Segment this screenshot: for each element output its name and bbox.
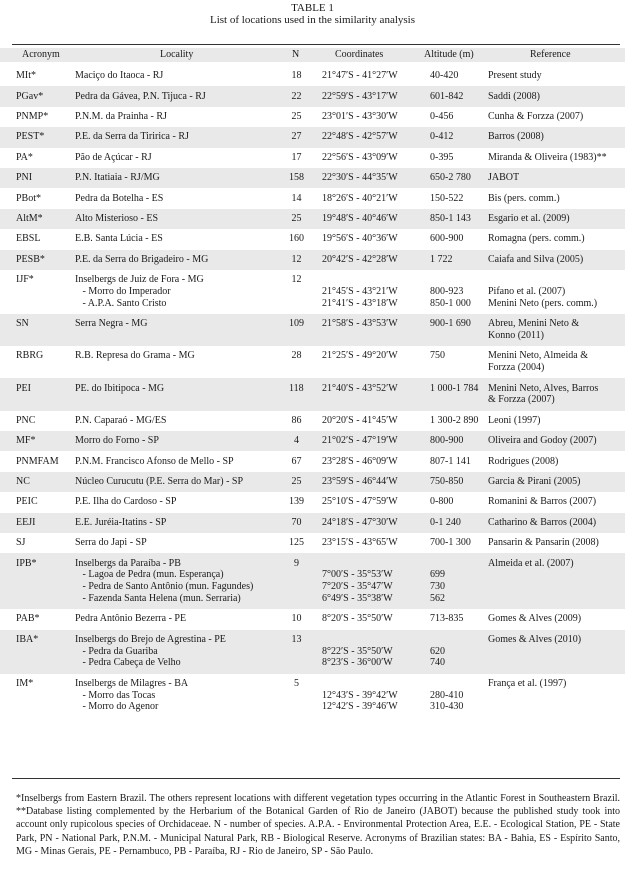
cell-acronym: PNMFAM (16, 455, 59, 467)
cell-altitude: 150-522 (430, 192, 464, 204)
cell-acronym: PNMP* (16, 111, 49, 123)
cell-locality: - A.P.A. Santo Cristo (75, 297, 167, 309)
cell-reference: Forzza (2004) (488, 362, 545, 374)
cell-locality: P.N.M. da Prainha - RJ (75, 111, 167, 123)
cell-n: 125 (289, 537, 304, 549)
cell-acronym: SN (16, 318, 29, 330)
table-row (0, 411, 625, 431)
cell-n: 118 (289, 382, 304, 394)
table-caption: List of locations used in the similarity analysis (210, 14, 415, 26)
table-row (0, 127, 625, 147)
cell-reference: Almeida et al. (2007) (488, 557, 574, 569)
cell-coordinates: 20°42′S - 42°28′W (322, 253, 398, 265)
cell-n: 5 (294, 677, 299, 689)
cell-reference: JABOT (488, 172, 520, 184)
cell-locality: Alto Misterioso - ES (75, 213, 159, 225)
cell-acronym: PEST* (16, 131, 45, 143)
cell-reference: Garcia & Pirani (2005) (488, 476, 581, 488)
cell-coordinates: 20°20′S - 41°45′W (322, 414, 398, 426)
cell-locality: - Pedra da Guariba (75, 645, 158, 657)
cell-coordinates: 8°23′S - 36°00′W (322, 657, 393, 669)
cell-coordinates: 19°48′S - 40°46′W (322, 213, 398, 225)
table-row (0, 314, 625, 346)
cell-n: 109 (289, 318, 304, 330)
cell-altitude: 750-850 (430, 476, 464, 488)
cell-reference: Romagna (pers. comm.) (488, 233, 585, 245)
cell-altitude: 730 (430, 581, 445, 593)
cell-altitude: 1 300-2 890 (430, 414, 479, 426)
cell-coordinates: 8°22′S - 35°50′W (322, 645, 393, 657)
cell-altitude: 562 (430, 593, 445, 605)
cell-acronym: PAB* (16, 613, 40, 625)
cell-acronym: MIt* (16, 70, 36, 82)
cell-reference: Romanini & Barros (2007) (488, 496, 597, 508)
header-locality: Locality (160, 49, 194, 60)
cell-acronym: EEJI (16, 516, 36, 528)
cell-coordinates: 25°10′S - 47°59′W (322, 496, 398, 508)
cell-reference: Gomes & Alves (2010) (488, 633, 582, 645)
cell-n: 67 (291, 455, 302, 467)
cell-locality: - Pedra de Santo Antônio (mun. Fagundes) (75, 581, 254, 593)
cell-reference: Abreu, Menini Neto & (488, 318, 580, 330)
cell-n: 22 (291, 90, 302, 102)
cell-altitude: 900-1 690 (430, 318, 471, 330)
bottom-rule (12, 778, 620, 779)
table-row (0, 492, 625, 512)
table-row (0, 250, 625, 270)
cell-locality: P.N.M. Francisco Afonso de Mello - SP (75, 455, 234, 467)
cell-reference: Saddi (2008) (488, 90, 540, 102)
cell-n: 86 (291, 414, 302, 426)
cell-acronym: IPB* (16, 557, 37, 569)
cell-n: 4 (294, 435, 299, 447)
cell-altitude: 1 000-1 784 (430, 382, 479, 394)
cell-coordinates: 8°20′S - 35°50′W (322, 613, 393, 625)
cell-locality: - Morro do Agenor (75, 701, 159, 713)
header-acronym: Acronym (22, 49, 60, 60)
table-row (0, 86, 625, 106)
cell-locality: Maciço do Itaoca - RJ (75, 70, 164, 82)
cell-coordinates: 21°45′S - 43°21′W (322, 286, 398, 298)
cell-n: 17 (291, 151, 302, 163)
cell-locality: - Morro das Tocas (75, 689, 156, 701)
cell-acronym: EBSL (16, 233, 41, 245)
table-row (0, 148, 625, 168)
cell-coordinates: 21°02′S - 47°19′W (322, 435, 398, 447)
table-row (0, 346, 625, 378)
cell-acronym: IJF* (16, 274, 34, 286)
cell-altitude: 310-430 (430, 701, 464, 713)
cell-acronym: IM* (16, 677, 34, 689)
cell-reference: Pifano et al. (2007) (488, 286, 566, 298)
cell-locality: Serra do Japi - SP (75, 537, 147, 549)
cell-coordinates: 7°00′S - 35°53′W (322, 569, 393, 581)
cell-coordinates: 22°30′S - 44°35′W (322, 172, 398, 184)
cell-coordinates: 6°49′S - 35°38′W (322, 593, 393, 605)
cell-altitude: 600-900 (430, 233, 464, 245)
cell-locality: Serra Negra - MG (75, 318, 148, 330)
cell-acronym: SJ (16, 537, 26, 549)
cell-altitude: 40-420 (430, 70, 459, 82)
cell-coordinates: 19°56′S - 40°36′W (322, 233, 398, 245)
cell-n: 158 (289, 172, 304, 184)
cell-locality: Inselbergs do Brejo de Agrestina - PE (75, 633, 226, 645)
table-number: TABLE 1 (291, 2, 334, 14)
cell-coordinates: 23°59′S - 46°44′W (322, 476, 398, 488)
cell-locality: P.E. Ilha do Cardoso - SP (75, 496, 177, 508)
cell-altitude: 699 (430, 569, 445, 581)
cell-coordinates: 18°26′S - 40°21′W (322, 192, 398, 204)
cell-altitude: 750 (430, 350, 445, 362)
cell-acronym: RBRG (16, 350, 44, 362)
cell-coordinates: 7°20′S - 35°47′W (322, 581, 393, 593)
table-row (0, 533, 625, 553)
table-row (0, 107, 625, 127)
cell-coordinates: 23°28′S - 46°09′W (322, 455, 398, 467)
cell-altitude: 650-2 780 (430, 172, 471, 184)
header-n: N (292, 49, 300, 60)
top-rule (12, 44, 620, 45)
cell-altitude: 850-1 000 (430, 297, 471, 309)
cell-locality: P.E. da Serra da Tiririca - RJ (75, 131, 189, 143)
cell-altitude: 807-1 141 (430, 455, 471, 467)
table-row (0, 209, 625, 229)
cell-locality: Inselbergs de Juiz de Fora - MG (75, 274, 204, 286)
cell-coordinates: 12°43′S - 39°42′W (322, 689, 398, 701)
table-row (0, 553, 625, 609)
cell-n: 160 (289, 233, 304, 245)
cell-coordinates: 22°56′S - 43°09′W (322, 151, 398, 163)
cell-altitude: 700-1 300 (430, 537, 471, 549)
cell-locality: E.E. Juréia-Itatins - SP (75, 516, 167, 528)
cell-locality: Pedra Antônio Bezerra - PE (75, 613, 187, 625)
cell-n: 12 (291, 274, 302, 286)
header-coordinates: Coordinates (335, 49, 384, 60)
cell-acronym: IBA* (16, 633, 39, 645)
cell-reference: Menini Neto (pers. comm.) (488, 297, 598, 309)
cell-acronym: PEI (16, 382, 31, 394)
cell-reference: Catharino & Barros (2004) (488, 516, 597, 528)
cell-n: 13 (291, 633, 302, 645)
cell-locality: Morro do Forno - SP (75, 435, 159, 447)
cell-locality: P.E. da Serra do Brigadeiro - MG (75, 253, 209, 265)
cell-n: 139 (289, 496, 304, 508)
table-row (0, 431, 625, 451)
cell-reference: Menini Neto, Almeida & (488, 350, 588, 362)
cell-acronym: MF* (16, 435, 36, 447)
cell-acronym: PESB* (16, 253, 45, 265)
cell-altitude: 280-410 (430, 689, 464, 701)
table-row (0, 609, 625, 629)
cell-acronym: PA* (16, 151, 33, 163)
cell-locality: - Lagoa de Pedra (mun. Esperança) (75, 569, 224, 581)
cell-locality: Pedra da Botelha - ES (75, 192, 164, 204)
cell-altitude: 800-923 (430, 286, 464, 298)
table-row (0, 378, 625, 410)
cell-reference: Leoni (1997) (488, 414, 541, 426)
cell-acronym: PBot* (16, 192, 42, 204)
cell-n: 9 (294, 557, 299, 569)
cell-n: 14 (291, 192, 302, 204)
cell-locality: Núcleo Curucutu (P.E. Serra do Mar) - SP (75, 476, 244, 488)
cell-acronym: AltM* (16, 213, 43, 225)
cell-reference: Pansarin & Pansarin (2008) (488, 537, 599, 549)
cell-coordinates: 23°01′S - 43°30′W (322, 111, 398, 123)
cell-reference: Present study (488, 70, 542, 82)
cell-altitude: 601-842 (430, 90, 464, 102)
cell-n: 27 (291, 131, 302, 143)
cell-coordinates: 23°15′S - 43°65′W (322, 537, 398, 549)
cell-locality: P.N. Itatiaia - RJ/MG (75, 172, 160, 184)
cell-reference: Rodrigues (2008) (488, 455, 559, 467)
cell-acronym: NC (16, 476, 30, 488)
cell-acronym: PNI (16, 172, 33, 184)
footnote: *Inselbergs from Eastern Brazil. The others represent locations with different vegetation types occurring in the Atlantic Forest in Southeastern Brazil. **Database listing complemented by the Herbarium of the Botanical Garden of Rio de Janeiro (JABOT) because the published study took into account only rupicolous species of Orchidaceae. N - number of species. A.P.A. - Environmental Protection Area, E.E. - Ecological Station, PE - State Park, PN - National Park, P.N.M. - Municipal Natural Park, RB - Biological Reserve. Acronyms of Brazilian states: BA - Bahia, ES - Espírito Santo, MG - Minas Gerais, PE - Pernambuco, PB - Paraíba, RJ - Rio de Janeiro, SP - São Paulo. (16, 793, 620, 857)
cell-altitude: 1 722 (430, 253, 453, 265)
table-row (0, 229, 625, 249)
cell-reference: Barros (2008) (488, 131, 544, 143)
cell-locality: R.B. Represa do Grama - MG (75, 350, 195, 362)
cell-reference: Gomes & Alves (2009) (488, 613, 582, 625)
cell-altitude: 740 (430, 657, 445, 669)
cell-reference: Menini Neto, Alves, Barros (488, 382, 599, 394)
cell-locality: E.B. Santa Lúcia - ES (75, 233, 163, 245)
cell-locality: - Pedra Cabeça de Velho (75, 657, 181, 669)
cell-n: 70 (291, 516, 302, 528)
cell-altitude: 0-800 (430, 496, 454, 508)
cell-altitude: 850-1 143 (430, 213, 471, 225)
cell-locality: - Fazenda Santa Helena (mun. Serraria) (75, 593, 241, 605)
cell-altitude: 0-395 (430, 151, 454, 163)
cell-coordinates: 21°58′S - 43°53′W (322, 318, 398, 330)
table-row (0, 66, 625, 86)
cell-altitude: 713-835 (430, 613, 464, 625)
cell-n: 10 (291, 613, 302, 625)
table-row (0, 630, 625, 674)
cell-coordinates: 22°48′S - 42°57′W (322, 131, 398, 143)
cell-reference: Konno (2011) (488, 330, 545, 342)
cell-altitude: 800-900 (430, 435, 464, 447)
cell-locality: P.N. Caparaó - MG/ES (75, 414, 167, 426)
cell-reference: Miranda & Oliveira (1983)** (488, 151, 607, 163)
cell-reference: Esgario et al. (2009) (488, 213, 570, 225)
cell-reference: Caiafa and Silva (2005) (488, 253, 584, 265)
cell-coordinates: 21°47′S - 41°27′W (322, 70, 398, 82)
cell-coordinates: 21°25′S - 49°20′W (322, 350, 398, 362)
cell-n: 28 (291, 350, 302, 362)
cell-locality: Inselbergs de Milagres - BA (75, 677, 189, 689)
cell-locality: - Morro do Imperador (75, 286, 171, 298)
cell-n: 25 (291, 213, 302, 225)
header-altitude: Altitude (m) (424, 49, 474, 60)
cell-altitude: 620 (430, 645, 445, 657)
cell-altitude: 0-456 (430, 111, 454, 123)
cell-reference: França et al. (1997) (488, 677, 567, 689)
header-reference: Reference (530, 49, 571, 60)
table-row (0, 188, 625, 208)
cell-n: 12 (291, 253, 302, 265)
table-row (0, 513, 625, 533)
cell-acronym: PNC (16, 414, 36, 426)
cell-coordinates: 21°41′S - 43°18′W (322, 297, 398, 309)
cell-n: 18 (291, 70, 302, 82)
cell-acronym: PGav* (16, 90, 44, 102)
cell-reference: Cunha & Forzza (2007) (488, 111, 584, 123)
cell-locality: Pão de Açúcar - RJ (75, 151, 152, 163)
cell-locality: Pedra da Gávea, P.N. Tijuca - RJ (75, 90, 206, 102)
table-row (0, 168, 625, 188)
table-row (0, 674, 625, 718)
cell-acronym: PEIC (16, 496, 38, 508)
table-row (0, 270, 625, 314)
cell-locality: PE. do Ibitipoca - MG (75, 382, 165, 394)
cell-coordinates: 12°42′S - 39°46′W (322, 701, 398, 713)
cell-coordinates: 22°59′S - 43°17′W (322, 90, 398, 102)
cell-altitude: 0-412 (430, 131, 454, 143)
cell-reference: Oliveira and Godoy (2007) (488, 435, 597, 447)
table-row (0, 472, 625, 492)
cell-coordinates: 24°18′S - 47°30′W (322, 516, 398, 528)
cell-n: 25 (291, 111, 302, 123)
cell-reference: Bis (pers. comm.) (488, 192, 560, 204)
cell-reference: & Forzza (2007) (488, 394, 555, 406)
cell-altitude: 0-1 240 (430, 516, 461, 528)
cell-coordinates: 21°40′S - 43°52′W (322, 382, 398, 394)
table-header (0, 48, 625, 62)
table-row (0, 451, 625, 471)
cell-n: 25 (291, 476, 302, 488)
cell-locality: Inselbergs da Paraíba - PB (75, 557, 181, 569)
